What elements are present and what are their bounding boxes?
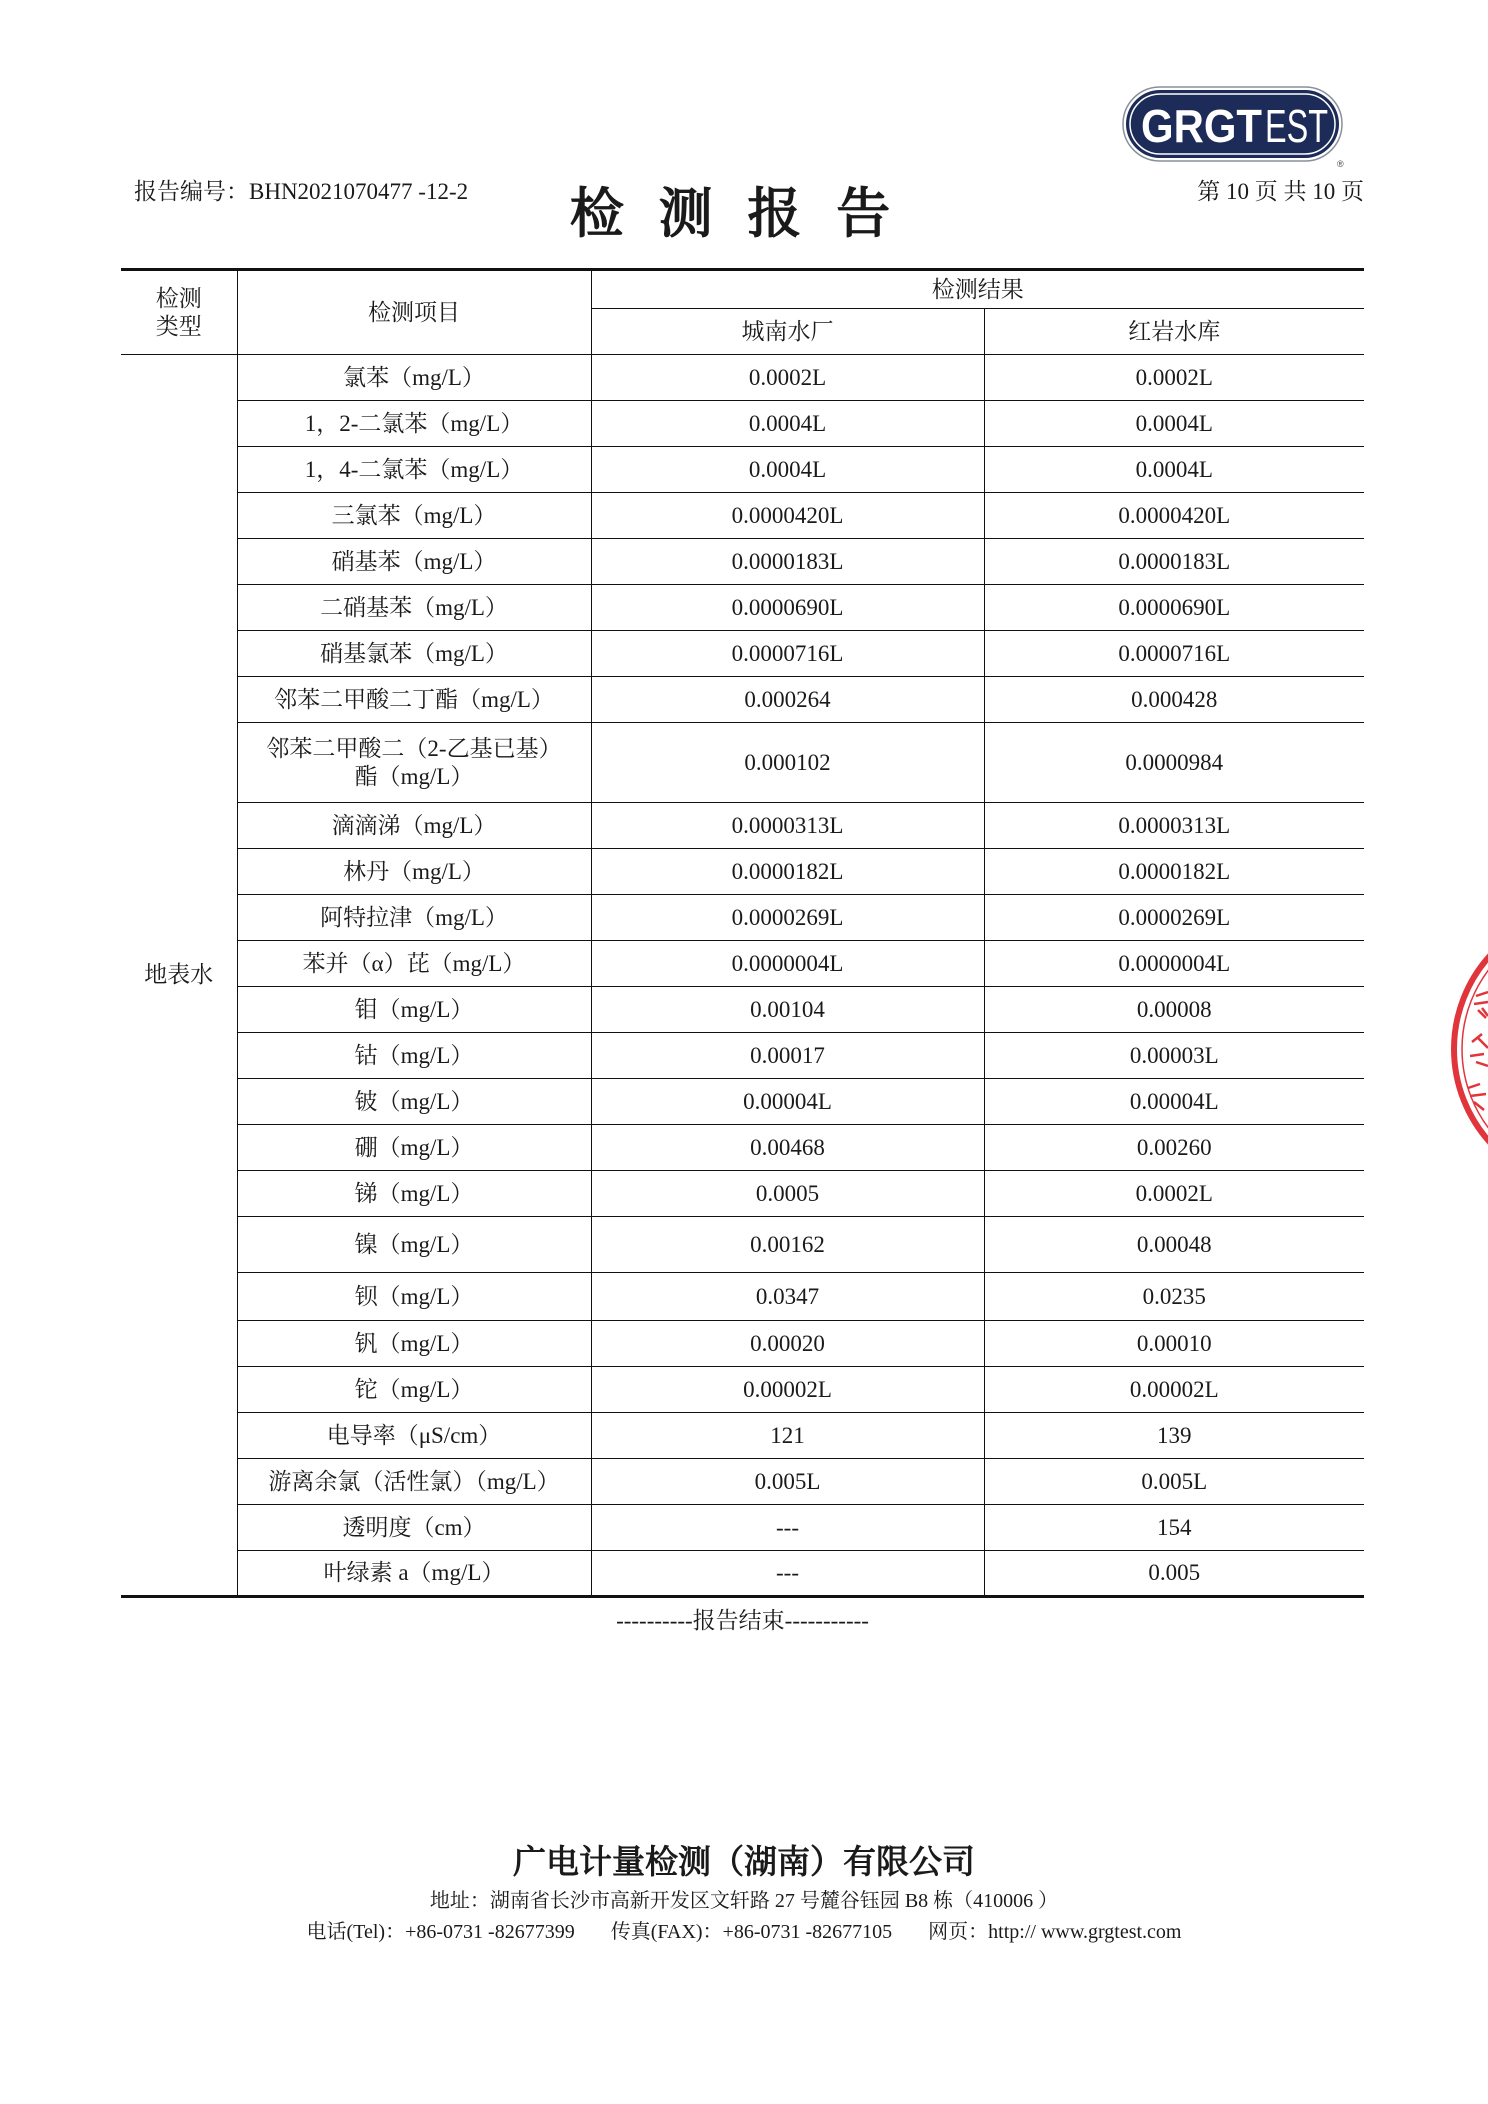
result-cell-site-1: 0.0000004L	[591, 941, 984, 987]
result-cell-site-1: 0.0000690L	[591, 585, 984, 631]
test-item-cell: 硼（mg/L）	[237, 1125, 591, 1171]
test-item-cell: 锑（mg/L）	[237, 1171, 591, 1217]
table-row	[121, 493, 1364, 539]
table-row	[121, 987, 1364, 1033]
report-end-mark: ----------报告结束-----------	[616, 1608, 869, 1633]
test-item-cell: 钡（mg/L）	[237, 1273, 591, 1321]
result-cell-site-2: 0.00010	[984, 1321, 1364, 1367]
logo-text-bold: GRGT	[1141, 100, 1262, 152]
test-item-cell: 钼（mg/L）	[237, 987, 591, 1033]
table-row	[121, 941, 1364, 987]
result-cell-site-2: 0.0235	[984, 1273, 1364, 1321]
result-cell-site-1: 0.000102	[591, 723, 984, 803]
website: 网页：http:// www.grgtest.com	[928, 1921, 1182, 1943]
test-item-cell: 氯苯（mg/L）	[237, 355, 591, 401]
test-item-cell: 阿特拉津（mg/L）	[237, 895, 591, 941]
result-cell-site-1: 0.00004L	[591, 1079, 984, 1125]
table-row	[121, 1217, 1364, 1273]
result-cell-site-2: 0.0004L	[984, 401, 1364, 447]
table-row	[121, 677, 1364, 723]
registered-mark: ®	[1337, 159, 1344, 169]
test-item-cell: 镍（mg/L）	[237, 1217, 591, 1273]
result-cell-site-2: 0.0004L	[984, 447, 1364, 493]
test-item-cell: 电导率（μS/cm）	[237, 1413, 591, 1459]
result-cell-site-1: 0.0000313L	[591, 803, 984, 849]
test-item-cell: 钒（mg/L）	[237, 1321, 591, 1367]
test-item-cell: 透明度（cm）	[237, 1505, 591, 1551]
result-cell-site-2: 0.0002L	[984, 355, 1364, 401]
result-cell-site-2: 0.0000420L	[984, 493, 1364, 539]
table-row	[121, 401, 1364, 447]
header-site-1: 城南水厂	[591, 309, 984, 355]
test-item-line: 酯（mg/L）	[354, 763, 474, 789]
result-cell-site-1: 0.005L	[591, 1459, 984, 1505]
result-cell-site-2: 0.000428	[984, 677, 1364, 723]
result-cell-site-1: 0.0004L	[591, 447, 984, 493]
result-cell-site-1: 0.0000269L	[591, 895, 984, 941]
results-table	[121, 268, 1364, 1598]
test-item-cell: 叶绿素 a（mg/L）	[237, 1551, 591, 1597]
test-item-cell: 游离余氯（活性氯）（mg/L）	[237, 1459, 591, 1505]
result-cell-site-2: 0.0000716L	[984, 631, 1364, 677]
result-cell-site-2: 0.0000004L	[984, 941, 1364, 987]
result-cell-site-2: 0.0002L	[984, 1171, 1364, 1217]
header-test-results: 检测结果	[591, 270, 1364, 309]
seal-stamp	[1438, 938, 1488, 1162]
result-cell-site-1: 0.00104	[591, 987, 984, 1033]
table-row	[121, 1033, 1364, 1079]
result-cell-site-1: 0.00002L	[591, 1367, 984, 1413]
header-test-type-line: 类型	[155, 313, 202, 339]
test-item-cell: 硝基氯苯（mg/L）	[237, 631, 591, 677]
test-item-line: 邻苯二甲酸二（2-乙基已基）	[266, 735, 562, 761]
test-item-cell: 二硝基苯（mg/L）	[237, 585, 591, 631]
sample-type-cell: 地表水	[121, 355, 237, 1597]
result-cell-site-2: 139	[984, 1413, 1364, 1459]
test-item-cell	[237, 723, 591, 803]
test-item-cell: 钴（mg/L）	[237, 1033, 591, 1079]
test-item-cell: 滴滴涕（mg/L）	[237, 803, 591, 849]
table-row	[121, 1171, 1364, 1217]
header-site-2: 红岩水库	[984, 309, 1364, 355]
result-cell-site-2: 0.0000984	[984, 723, 1364, 803]
result-cell-site-1: 0.00162	[591, 1217, 984, 1273]
result-cell-site-2: 0.0000269L	[984, 895, 1364, 941]
table-row	[121, 1321, 1364, 1367]
result-cell-site-1: 0.00017	[591, 1033, 984, 1079]
result-cell-site-1: 0.0002L	[591, 355, 984, 401]
table-row	[121, 723, 1364, 803]
test-item-cell: 1，2-二氯苯（mg/L）	[237, 401, 591, 447]
result-cell-site-1: 0.0347	[591, 1273, 984, 1321]
result-cell-site-2: 0.00008	[984, 987, 1364, 1033]
table-row	[121, 1551, 1364, 1597]
result-cell-site-1: 0.0000716L	[591, 631, 984, 677]
header-test-type	[121, 270, 237, 355]
table-row	[121, 895, 1364, 941]
grgtest-logo	[1121, 85, 1349, 169]
telephone: 电话(Tel)：+86-0731 -82677399	[306, 1921, 575, 1943]
result-cell-site-1: 0.0000182L	[591, 849, 984, 895]
table-row	[121, 1413, 1364, 1459]
company-address: 地址：湖南省长沙市高新开发区文轩路 27 号麓谷钰园 B8 栋（410006 ）	[429, 1890, 1059, 1912]
result-cell-site-1: 0.000264	[591, 677, 984, 723]
contact-line	[0, 1920, 1488, 1944]
result-cell-site-2: 0.005L	[984, 1459, 1364, 1505]
table-row	[121, 631, 1364, 677]
header-row	[121, 270, 1364, 309]
result-cell-site-1: 121	[591, 1413, 984, 1459]
result-cell-site-2: 0.005	[984, 1551, 1364, 1597]
report-number: 报告编号：BHN2021070477 -12-2	[134, 179, 469, 204]
result-cell-site-1: 0.0000183L	[591, 539, 984, 585]
result-cell-site-1: 0.0005	[591, 1171, 984, 1217]
result-cell-site-2: 0.00048	[984, 1217, 1364, 1273]
result-cell-site-2: 154	[984, 1505, 1364, 1551]
test-item-cell: 铍（mg/L）	[237, 1079, 591, 1125]
result-cell-site-1: 0.0004L	[591, 401, 984, 447]
test-item-cell: 苯并（α）芘（mg/L）	[237, 941, 591, 987]
table-row	[121, 1273, 1364, 1321]
header-test-item: 检测项目	[237, 270, 591, 355]
result-cell-site-1: ---	[591, 1505, 984, 1551]
result-cell-site-1: 0.0000420L	[591, 493, 984, 539]
test-item-cell: 硝基苯（mg/L）	[237, 539, 591, 585]
table-row	[121, 1505, 1364, 1551]
test-item-cell: 铊（mg/L）	[237, 1367, 591, 1413]
result-cell-site-1: ---	[591, 1551, 984, 1597]
result-cell-site-2: 0.0000182L	[984, 849, 1364, 895]
table-row	[121, 539, 1364, 585]
table-row	[121, 447, 1364, 493]
table-row	[121, 585, 1364, 631]
result-cell-site-2: 0.00004L	[984, 1079, 1364, 1125]
table-row	[121, 1367, 1364, 1413]
table-row	[121, 1125, 1364, 1171]
table-body	[121, 355, 1364, 1597]
table-header	[121, 270, 1364, 355]
logo-text-light: EST	[1265, 100, 1328, 152]
test-item-cell: 林丹（mg/L）	[237, 849, 591, 895]
test-item-cell: 三氯苯（mg/L）	[237, 493, 591, 539]
result-cell-site-2: 0.00002L	[984, 1367, 1364, 1413]
table-row	[121, 1459, 1364, 1505]
page-number: 第 10 页 共 10 页	[1197, 179, 1364, 204]
result-cell-site-2: 0.0000690L	[984, 585, 1364, 631]
header-test-type-line: 检测	[155, 285, 202, 311]
fax: 传真(FAX)：+86-0731 -82677105	[610, 1921, 893, 1943]
test-item-cell: 1，4-二氯苯（mg/L）	[237, 447, 591, 493]
result-cell-site-1: 0.00468	[591, 1125, 984, 1171]
table-row	[121, 849, 1364, 895]
company-name: 广电计量检测（湖南）有限公司	[513, 1842, 975, 1881]
table-row	[121, 355, 1364, 401]
table-row	[121, 803, 1364, 849]
table-row	[121, 1079, 1364, 1125]
result-cell-site-2: 0.00260	[984, 1125, 1364, 1171]
result-cell-site-2: 0.0000183L	[984, 539, 1364, 585]
result-cell-site-2: 0.0000313L	[984, 803, 1364, 849]
page-title: 检 测 报 告	[569, 182, 899, 245]
result-cell-site-2: 0.00003L	[984, 1033, 1364, 1079]
test-item-cell: 邻苯二甲酸二丁酯（mg/L）	[237, 677, 591, 723]
result-cell-site-1: 0.00020	[591, 1321, 984, 1367]
